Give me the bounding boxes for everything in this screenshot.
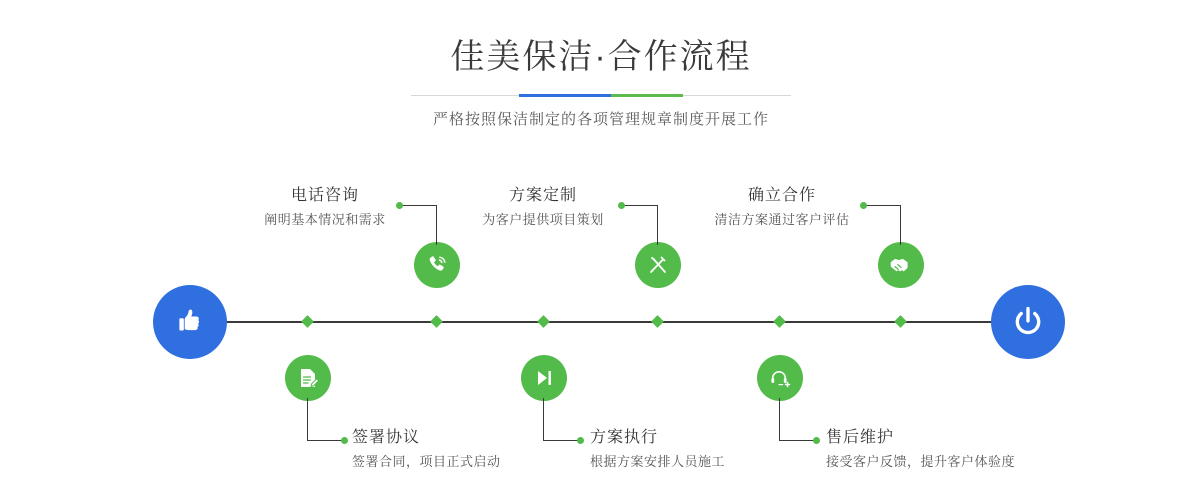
step-arrow-dot-4 (577, 437, 584, 444)
step-desc-6: 接受客户反馈，提升客户体验度 (826, 454, 1016, 469)
step-desc-5: 清洁方案通过客户评估 (714, 212, 850, 227)
thumbs-up-icon (173, 305, 207, 339)
step-icon-1 (414, 242, 460, 288)
axis-marker-2 (301, 315, 314, 328)
axis-marker-5 (894, 315, 907, 328)
step-label-1 (255, 185, 395, 230)
step-label-5 (706, 185, 858, 230)
step-title-4: 方案执行 (590, 429, 659, 446)
step-icon-6 (757, 355, 803, 401)
step-desc-2: 签署合同，项目正式启动 (352, 454, 501, 469)
step-arrow-dot-5 (860, 202, 867, 209)
step-connector-4 (543, 440, 580, 441)
step-title-6: 售后维护 (826, 429, 895, 446)
step-stem-3 (657, 205, 658, 245)
step-label-2 (352, 427, 501, 472)
play-forward-icon (532, 366, 556, 390)
step-label-4 (590, 427, 725, 472)
step-stem-6 (779, 398, 780, 440)
step-stem-5 (900, 205, 901, 245)
step-title-1: 电话咨询 (290, 187, 359, 204)
step-arrow-dot-2 (341, 437, 348, 444)
step-icon-4 (521, 355, 567, 401)
step-label-6 (826, 427, 1015, 472)
step-arrow-dot-6 (813, 437, 820, 444)
step-desc-4: 根据方案安排人员施工 (590, 454, 726, 469)
step-title-3: 方案定制 (508, 187, 577, 204)
step-arrow-dot-3 (618, 202, 625, 209)
axis-marker-6 (773, 315, 786, 328)
step-icon-2 (285, 355, 331, 401)
step-title-2: 签署协议 (352, 429, 421, 446)
step-connector-3 (622, 205, 658, 206)
step-stem-1 (436, 205, 437, 245)
step-icon-5 (878, 242, 924, 288)
document-edit-icon (296, 366, 320, 390)
axis-marker-4 (537, 315, 550, 328)
step-connector-6 (779, 440, 816, 441)
axis-marker-3 (651, 315, 664, 328)
page-title: 佳美保洁·合作流程 (450, 38, 752, 76)
power-icon (1010, 304, 1046, 340)
step-connector-5 (864, 205, 901, 206)
step-connector-1 (400, 205, 437, 206)
step-title-5: 确立合作 (747, 187, 816, 204)
timeline-end-badge (991, 285, 1065, 359)
headset-support-icon (768, 366, 792, 390)
timeline-start-badge (153, 285, 227, 359)
step-stem-2 (307, 398, 308, 440)
step-stem-4 (543, 398, 544, 440)
handshake-icon (888, 252, 914, 278)
page-subtitle: 严格按照保洁制定的各项管理规章制度开展工作 (432, 111, 769, 128)
phone-call-icon (425, 253, 449, 277)
step-icon-3 (635, 242, 681, 288)
axis-marker-1 (430, 315, 443, 328)
step-desc-1: 阐明基本情况和需求 (264, 212, 386, 227)
step-connector-2 (307, 440, 344, 441)
pen-tools-icon (646, 253, 670, 277)
step-label-3 (470, 185, 616, 230)
step-arrow-dot-1 (396, 202, 403, 209)
step-desc-3: 为客户提供项目策划 (482, 212, 604, 227)
